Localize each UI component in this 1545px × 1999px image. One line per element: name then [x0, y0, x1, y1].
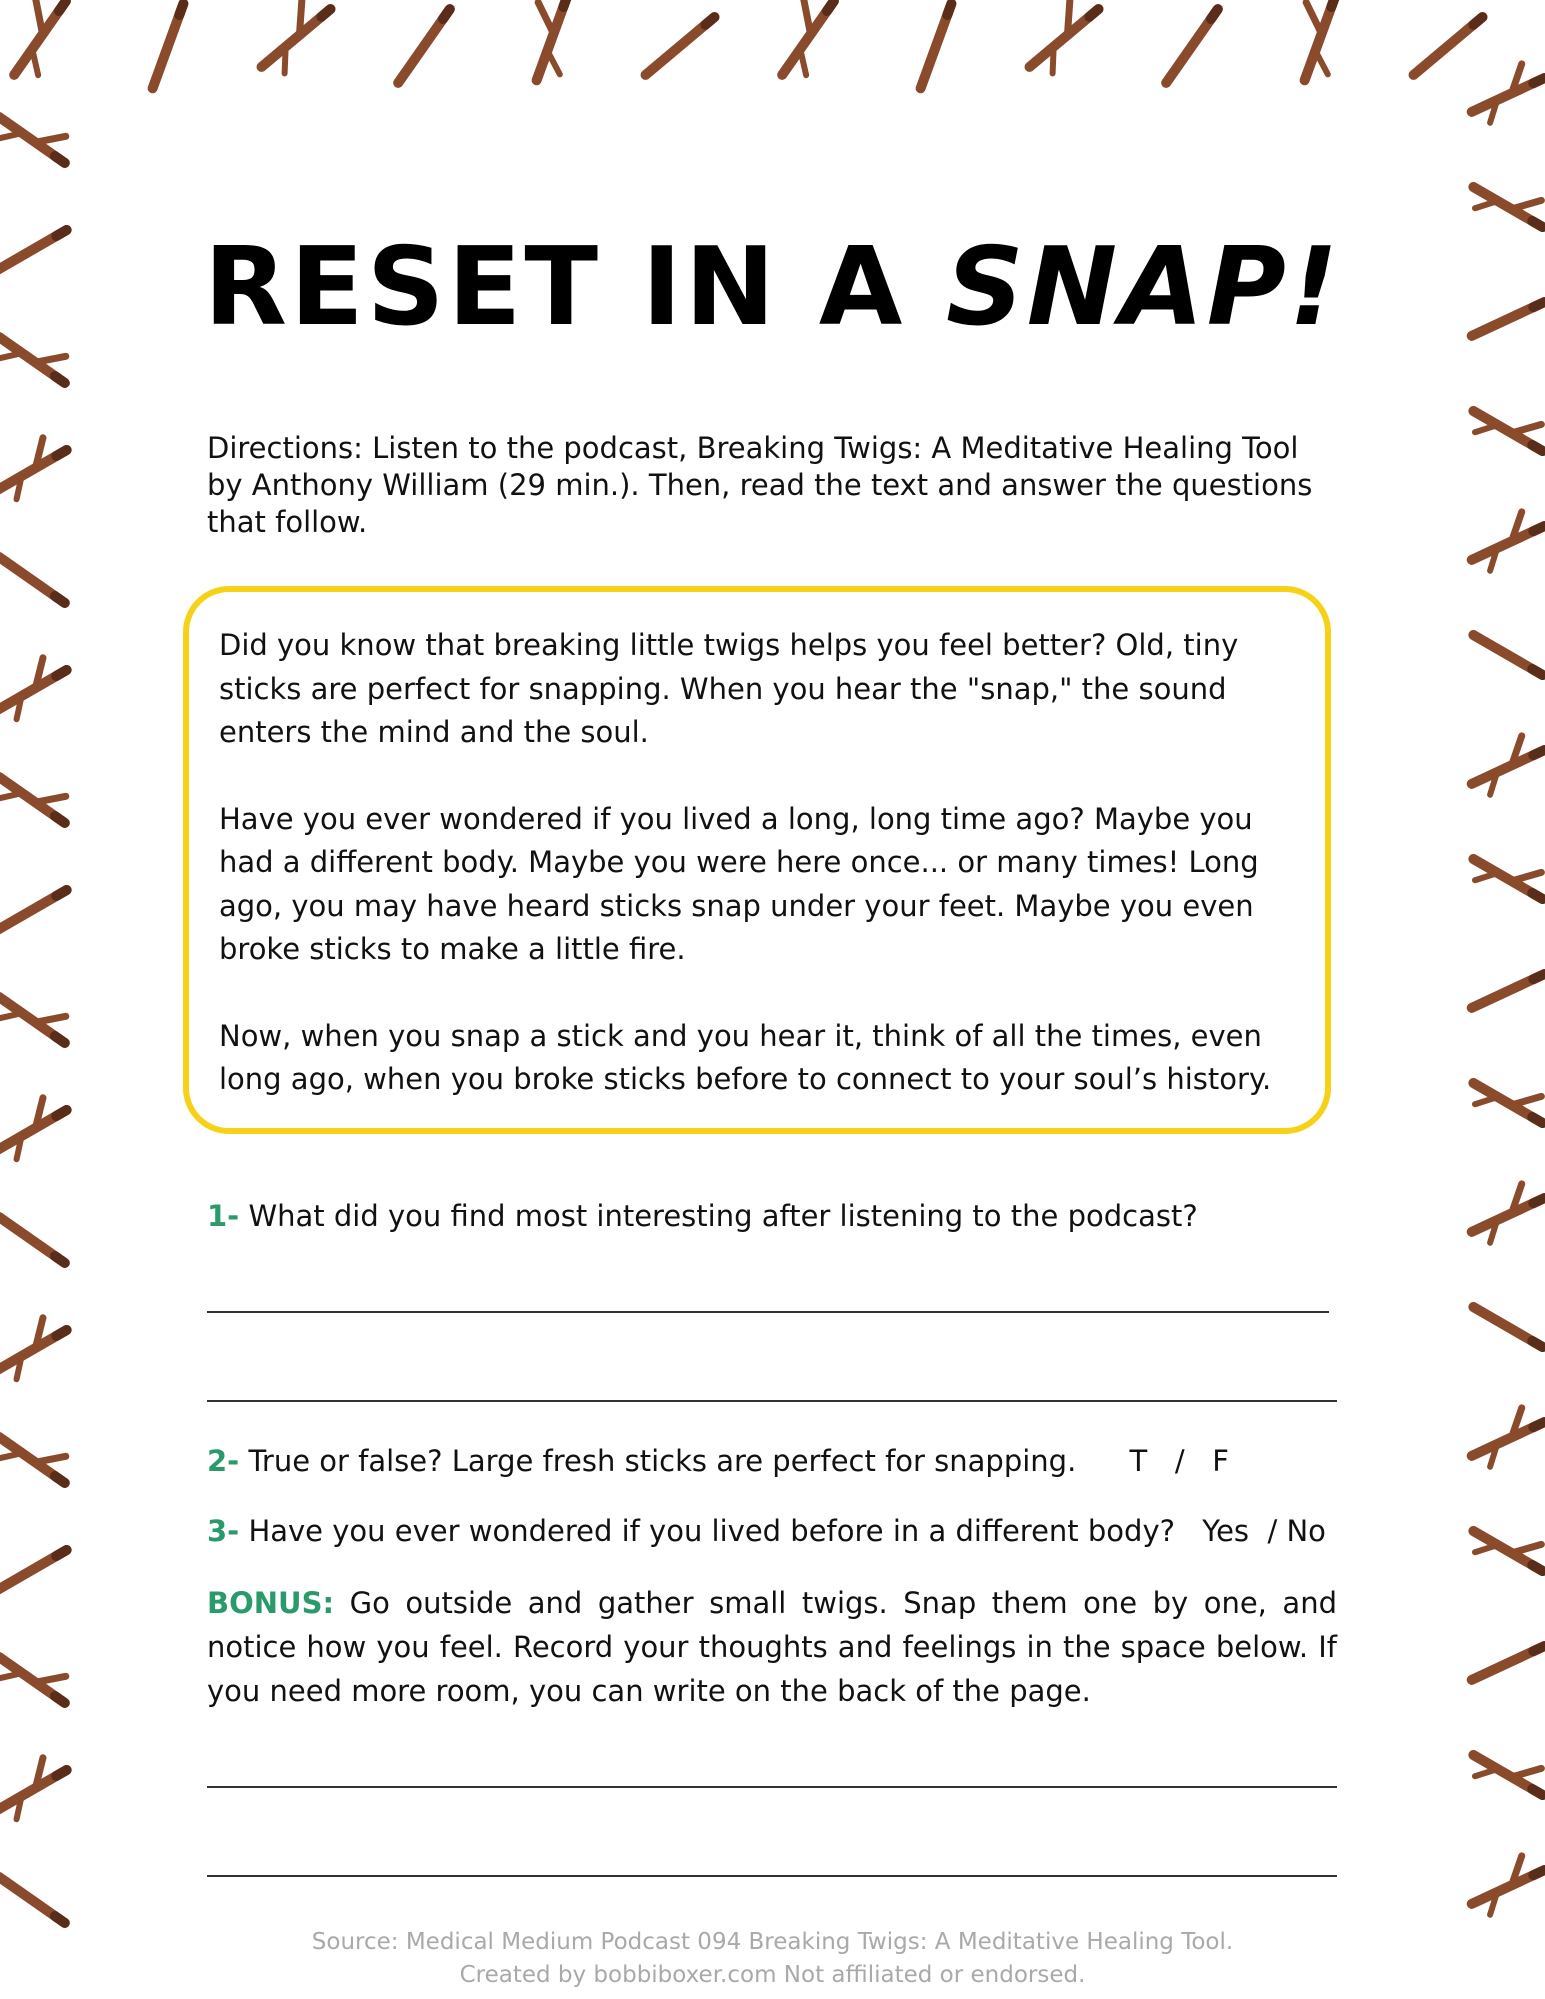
twig-icon — [1462, 1850, 1545, 1920]
twig-icon — [0, 651, 75, 726]
twig-icon — [1462, 506, 1545, 576]
twig-icon — [1281, 0, 1354, 87]
twig-icon — [762, 0, 850, 86]
reading-paragraph-1: Did you know that breaking little twigs helps you feel better? Old, tiny sticks are perfect for snapping. When you hear the "snap," the sound enters the mind and the soul. — [219, 628, 1239, 749]
question-1-number: 1- — [207, 1199, 240, 1233]
question-2-text: True or false? Large fresh sticks are perfect for snapping. — [248, 1444, 1077, 1478]
twig-icon — [0, 759, 78, 838]
bonus-text: Go outside and gather small twigs. Snap them one by one, and notice how you feel. Record your thoughts and feelings in the space below. If you need more room, you can write on the back of the page. — [207, 1586, 1337, 1708]
question-1 — [207, 1196, 1198, 1236]
twig-icon — [1465, 392, 1545, 467]
twig-icon — [1462, 1402, 1545, 1472]
reading-passage-box — [183, 586, 1331, 1134]
twig-icon — [1465, 1512, 1545, 1587]
twig-icon — [398, 9, 450, 83]
twig-icon — [1462, 58, 1545, 128]
twig-icon — [646, 17, 715, 75]
twig-icon — [1472, 1646, 1545, 1680]
footer-source-line: Source: Medical Medium Podcast 094 Breaking Twigs: A Meditative Healing Tool. — [311, 1929, 1234, 1955]
twig-icon — [1013, 0, 1111, 82]
twig-icon — [0, 99, 78, 178]
twig-icon — [0, 557, 65, 603]
question-2-number: 2- — [207, 1444, 240, 1478]
twig-icon — [0, 1751, 75, 1826]
page-title — [0, 225, 1545, 350]
question-2-options[interactable]: T / F — [1129, 1444, 1229, 1478]
twig-icon — [1473, 1307, 1542, 1347]
answer-line-q1-b[interactable] — [207, 1400, 1337, 1402]
reading-paragraph-3: Now, when you snap a stick and you hear it, think of all the times, even long ago, when you broke sticks before to connect to your soul’s history. — [219, 1018, 1272, 1096]
answer-line-q1-a[interactable] — [207, 1311, 1329, 1313]
twig-icon — [1166, 9, 1218, 83]
twig-icon — [1462, 1178, 1545, 1248]
twig-icon — [0, 1217, 65, 1263]
twig-icon — [1465, 1736, 1545, 1811]
twig-icon — [0, 1311, 75, 1386]
question-3-options[interactable]: Yes / No — [1202, 1514, 1326, 1548]
twig-icon — [153, 4, 184, 89]
page-title-emphasis: SNAP! — [945, 225, 1342, 350]
twig-icon — [1465, 840, 1545, 915]
directions-text: Directions: Listen to the podcast, Breaking Twigs: A Meditative Healing Tool by Anthony William (29 min.). Then, read the text and answer the questions that follow. — [207, 431, 1313, 539]
answer-line-bonus-a[interactable] — [207, 1786, 1337, 1788]
page-title-main: RESET IN A — [203, 225, 946, 350]
twig-icon — [0, 1419, 78, 1498]
twig-icon — [513, 0, 586, 87]
twig-icon — [0, 431, 75, 506]
bonus-label: BONUS: — [207, 1586, 335, 1620]
twig-icon — [245, 0, 343, 82]
reading-paragraph-2: Have you ever wondered if you lived a long, long time ago? Maybe you had a different body. Maybe you were here once... or many times! Long ago, you may have heard sticks snap under your feet. Maybe you even broke sticks to make a little fire. — [219, 801, 1259, 966]
twig-icon — [0, 890, 67, 930]
twig-icon — [0, 1877, 65, 1923]
twig-icon — [0, 1550, 67, 1590]
question-2 — [207, 1441, 1229, 1481]
twig-icon — [1465, 1064, 1545, 1139]
footer-credit-line: Created by bobbiboxer.com Not affiliated or endorsed. — [459, 1962, 1086, 1988]
twig-icon — [1472, 974, 1545, 1008]
answer-line-bonus-b[interactable] — [207, 1875, 1337, 1877]
twig-icon — [0, 0, 82, 86]
twig-icon — [0, 1639, 78, 1718]
twig-icon — [1462, 730, 1545, 800]
question-3 — [207, 1511, 1326, 1551]
question-3-text: Have you ever wondered if you lived before in a different body? — [248, 1514, 1175, 1548]
twig-icon — [1473, 635, 1542, 675]
twig-icon — [0, 979, 78, 1058]
bonus-activity — [207, 1581, 1337, 1713]
twig-icon — [0, 1091, 75, 1166]
question-3-number: 3- — [207, 1514, 240, 1548]
twig-icon — [1414, 17, 1483, 75]
twig-icon — [921, 4, 952, 89]
question-1-text: What did you find most interesting after listening to the podcast? — [248, 1199, 1198, 1233]
